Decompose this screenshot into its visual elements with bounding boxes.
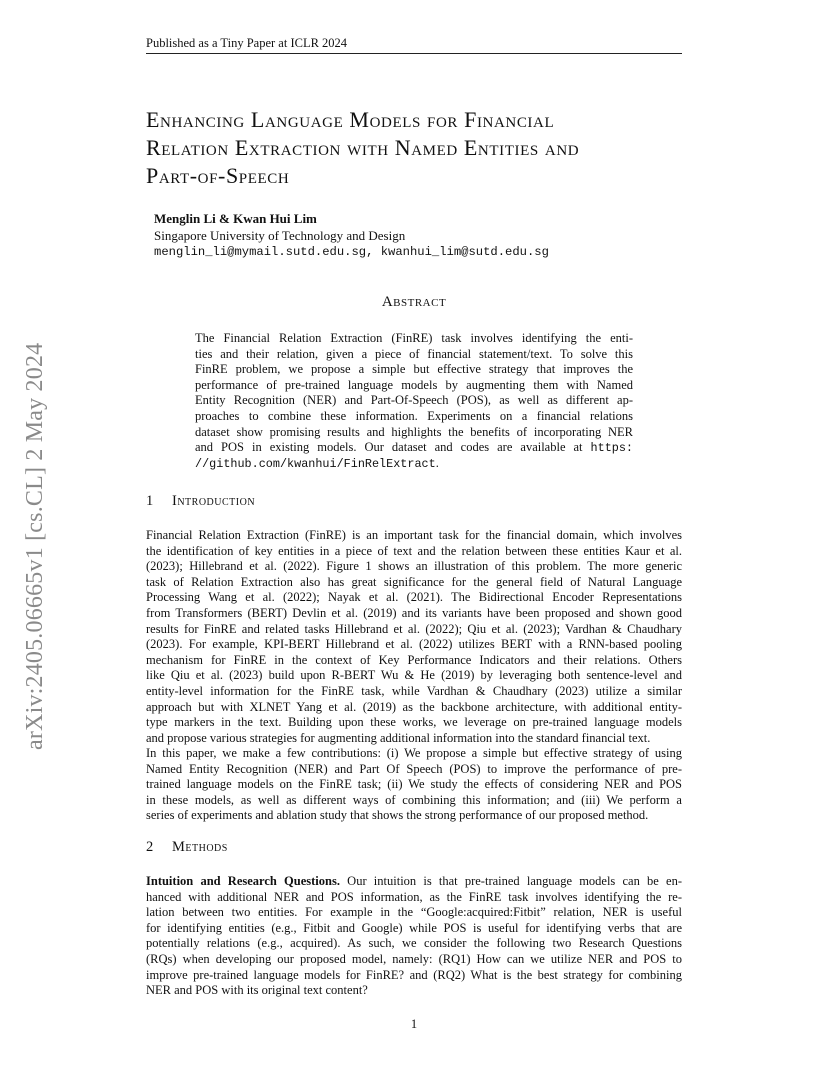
- author-block: [154, 210, 549, 261]
- introduction-paragraph-2: [146, 746, 682, 824]
- body-line-text: Our intuition is that pre-trained language models can be en-: [347, 874, 683, 888]
- body-line: Processing Wang et al. (2022); Nayak et al. (2021). The Bidirectional Encoder Representations: [146, 590, 682, 605]
- body-line: type markers in the text. Building upon these works, we leverage on pre-trained language models: [146, 715, 682, 730]
- abstract-end-period: .: [435, 455, 439, 470]
- body-line: trained language models on the FinRE task; (ii) We study the effects of considering NER and POS: [146, 777, 682, 792]
- section-title: Introduction: [172, 493, 256, 509]
- abstract-line: performance of pre-trained language models by augmenting them with Named: [195, 377, 633, 392]
- body-line: [146, 874, 682, 890]
- paragraph-lead: Intuition and Research Questions.: [146, 874, 340, 888]
- abstract-line: Entity Recognition (NER) and Part-Of-Speech (POS), as well as different ap-: [195, 393, 633, 408]
- body-line: potentially relations (e.g., acquired). As such, we consider the following two Research Questions: [146, 936, 682, 951]
- body-line: for identifying entities (e.g., Fitbit and Google) while POS is useful for identifying verbs that are: [146, 920, 682, 935]
- introduction-paragraph-1: [146, 528, 682, 746]
- abstract-line: The Financial Relation Extraction (FinRE) task involves identifying the enti-: [195, 331, 633, 345]
- abstract-line: FinRE problem, we propose a simple but effective strategy that improves the: [195, 362, 633, 377]
- repo-url-part2[interactable]: //github.com/kwanhui/FinRelExtract: [195, 456, 436, 471]
- body-line: task of Relation Extraction also has great significance for the general field of Natural Language: [146, 574, 682, 589]
- section-heading-introduction: [146, 493, 255, 510]
- arxiv-identifier: arXiv:2405.06665v1 [cs.CL] 2 May 2024: [22, 342, 48, 750]
- body-line: series of experiments and ablation study that shows the strong performance of our proposed method.: [146, 808, 649, 823]
- body-line: (RQs) when developing our proposed model, namely: (RQ1) How can we utilize NER and POS to: [146, 951, 682, 966]
- section-title: Methods: [172, 839, 228, 855]
- body-line: from Transformers (BERT) Devlin et al. (2019) and its variants have been proposed and shown good: [146, 605, 682, 620]
- abstract-line-text: and POS in existing models. Our dataset and codes are available at: [195, 440, 583, 455]
- abstract-line: proaches to combine these information. Experiments on a financial relations: [195, 408, 633, 423]
- page-number: 1: [410, 1017, 418, 1031]
- body-line: Named Entity Recognition (NER) and Part Of Speech (POS) to improve the performance of pre-: [146, 761, 682, 776]
- section-number: 2: [146, 839, 154, 855]
- abstract-heading: Abstract: [381, 294, 447, 310]
- body-line: like Qiu et al. (2023) build upon R-BERT Wu & He (2019) by leveraging both sentence-level and: [146, 668, 682, 683]
- methods-paragraph: [146, 874, 682, 999]
- title-line-1: Enhancing Language Models for Financial: [146, 107, 555, 132]
- repo-url-part1[interactable]: https:: [590, 441, 634, 456]
- body-line: (2023). For example, KPI-BERT Hillebrand et al. (2022) utilizes BERT with a RNN-based pooling: [146, 637, 682, 652]
- body-line: results for FinRE and related tasks Hillebrand et al. (2022); Qiu et al. (2023); Vardhan & Chaudhary: [146, 621, 682, 636]
- abstract-line: [195, 440, 633, 456]
- body-line: hanced with additional NER and POS information, as the FinRE task involves identifying the re-: [146, 889, 682, 904]
- body-line: approach but with XLNET Yang et al. (2019) as the backbone architecture, with additional entity-: [146, 699, 682, 714]
- author-affiliation: Singapore University of Technology and Design: [154, 228, 406, 243]
- body-line: improve pre-trained language models for FinRE? and (RQ2) What is the best strategy for combining: [146, 967, 682, 982]
- author-names: Menglin Li & Kwan Hui Lim: [154, 211, 317, 226]
- body-line: lation between two entities. For example in the “Google:acquired:Fitbit” relation, NER is useful: [146, 905, 682, 920]
- title-line-3: Part-of-Speech: [146, 163, 290, 188]
- paper-title: [146, 106, 706, 190]
- abstract-line: dataset show promising results and highlights the benefits of incorporating NER: [195, 424, 633, 439]
- body-line: NER and POS with its original text content?: [146, 983, 368, 998]
- abstract-line: ties and their relation, given a piece of financial statement/text. To solve this: [195, 346, 633, 361]
- body-line: (2023); Hillebrand et al. (2022). Figure 1 shows an illustration of this problem. The more generic: [146, 559, 682, 574]
- section-number: 1: [146, 493, 154, 509]
- author-emails: menglin_li@mymail.sutd.edu.sg, kwanhui_lim@sutd.edu.sg: [154, 245, 549, 259]
- running-header: Published as a Tiny Paper at ICLR 2024: [146, 36, 348, 50]
- body-line: entity-level information for the FinRE task, while Vardhan & Chaudhary (2023) utilize a similar: [146, 683, 682, 698]
- section-heading-methods: [146, 839, 228, 856]
- abstract-body: [195, 331, 633, 471]
- header-rule: [146, 53, 682, 54]
- body-line: the identification of key entities in a piece of text and the relation between these entities Kaur et al.: [146, 543, 682, 558]
- body-line: Financial Relation Extraction (FinRE) is an important task for the financial domain, which involves: [146, 528, 682, 542]
- title-line-2: Relation Extraction with Named Entities and: [146, 135, 580, 160]
- body-line: in these models, as well as different ways of combining this information; and (iii) We perform a: [146, 792, 682, 807]
- body-line: and propose various strategies for augmenting additional information into the standard financial text.: [146, 730, 651, 745]
- body-line: mechanism for FinRE in the context of Key Performance Indicators and their relations. Others: [146, 652, 682, 667]
- body-line: In this paper, we make a few contributions: (i) We propose a simple but effective strategy of using: [146, 746, 682, 760]
- abstract-line: [195, 456, 633, 472]
